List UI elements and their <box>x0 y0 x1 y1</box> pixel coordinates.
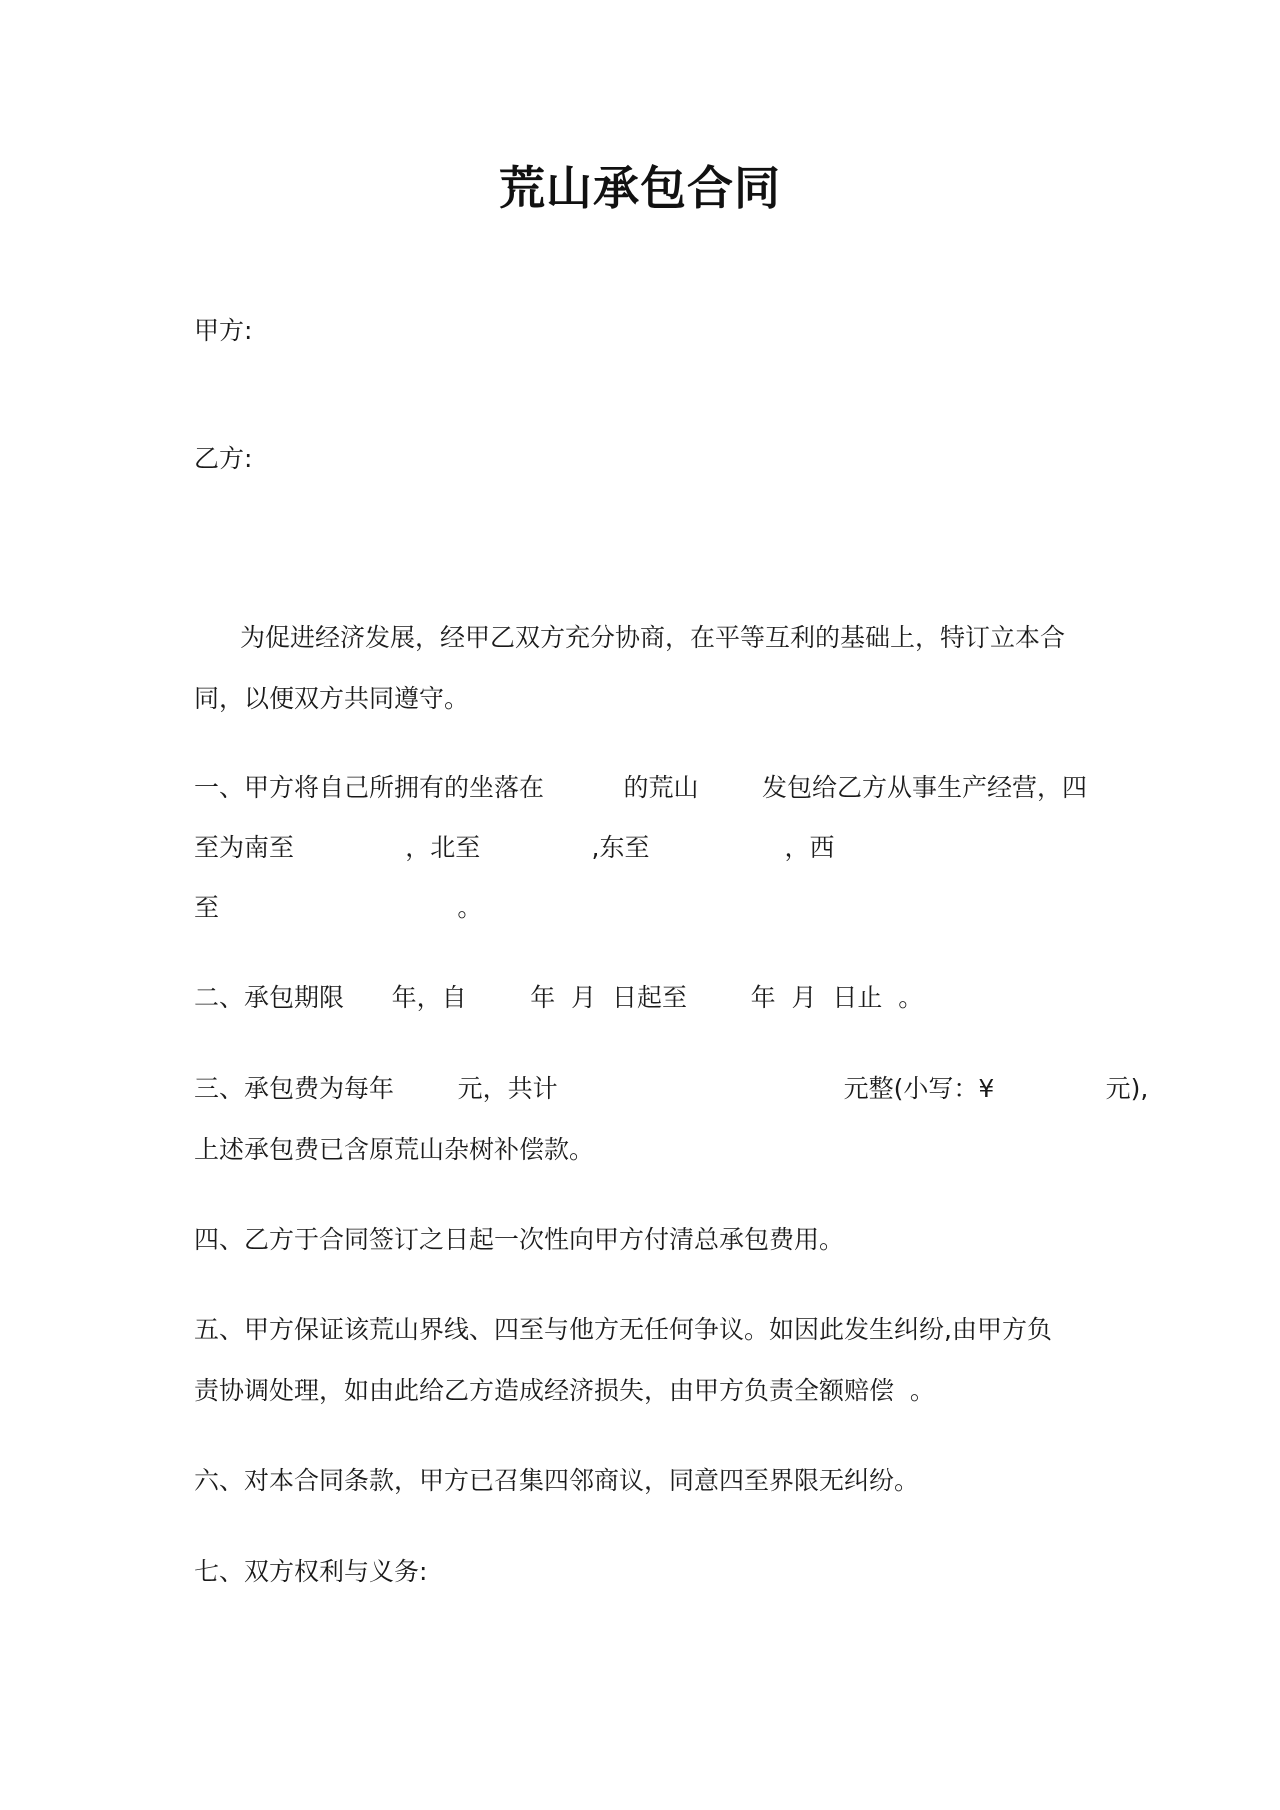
clause-2: 二、承包期限 年，自 年 月 日起至 年 月 日止 。 <box>194 983 924 1012</box>
clause-1-line-2: 至为南至 ，北至 ,东至 ，西 <box>194 833 835 862</box>
preamble-line-1: 为促进经济发展，经甲乙双方充分协商，在平等互利的基础上，特订立本合 <box>240 623 1066 652</box>
party-b-label: 乙方: <box>194 444 253 473</box>
party-a-label: 甲方: <box>194 316 253 345</box>
clause-5-line-1: 五、甲方保证该荒山界线、四至与他方无任何争议。如因此发生纠纷,由甲方负 <box>194 1315 1052 1344</box>
clause-6: 六、对本合同条款，甲方已召集四邻商议，同意四至界限无纠纷。 <box>194 1466 920 1495</box>
document-title: 荒山承包合同 <box>499 161 781 215</box>
clause-5-line-2: 责协调处理，如由此给乙方造成经济损失，由甲方负责全额赔偿 。 <box>194 1376 935 1405</box>
preamble-line-2: 同，以便双方共同遵守。 <box>194 684 470 713</box>
clause-3-line-2: 上述承包费已含原荒山杂树补偿款。 <box>194 1135 595 1164</box>
clause-4: 四、乙方于合同签订之日起一次性向甲方付清总承包费用。 <box>194 1225 845 1254</box>
clause-1-line-3: 至 。 <box>194 893 483 922</box>
clause-7: 七、双方权利与义务: <box>194 1557 428 1586</box>
clause-3-line-1: 三、承包费为每年 元，共计 元整(小写：¥ 元), <box>194 1074 1149 1103</box>
clause-1-line-1: 一、甲方将自己所拥有的坐落在 的荒山 发包给乙方从事生产经营，四 <box>194 773 1088 802</box>
